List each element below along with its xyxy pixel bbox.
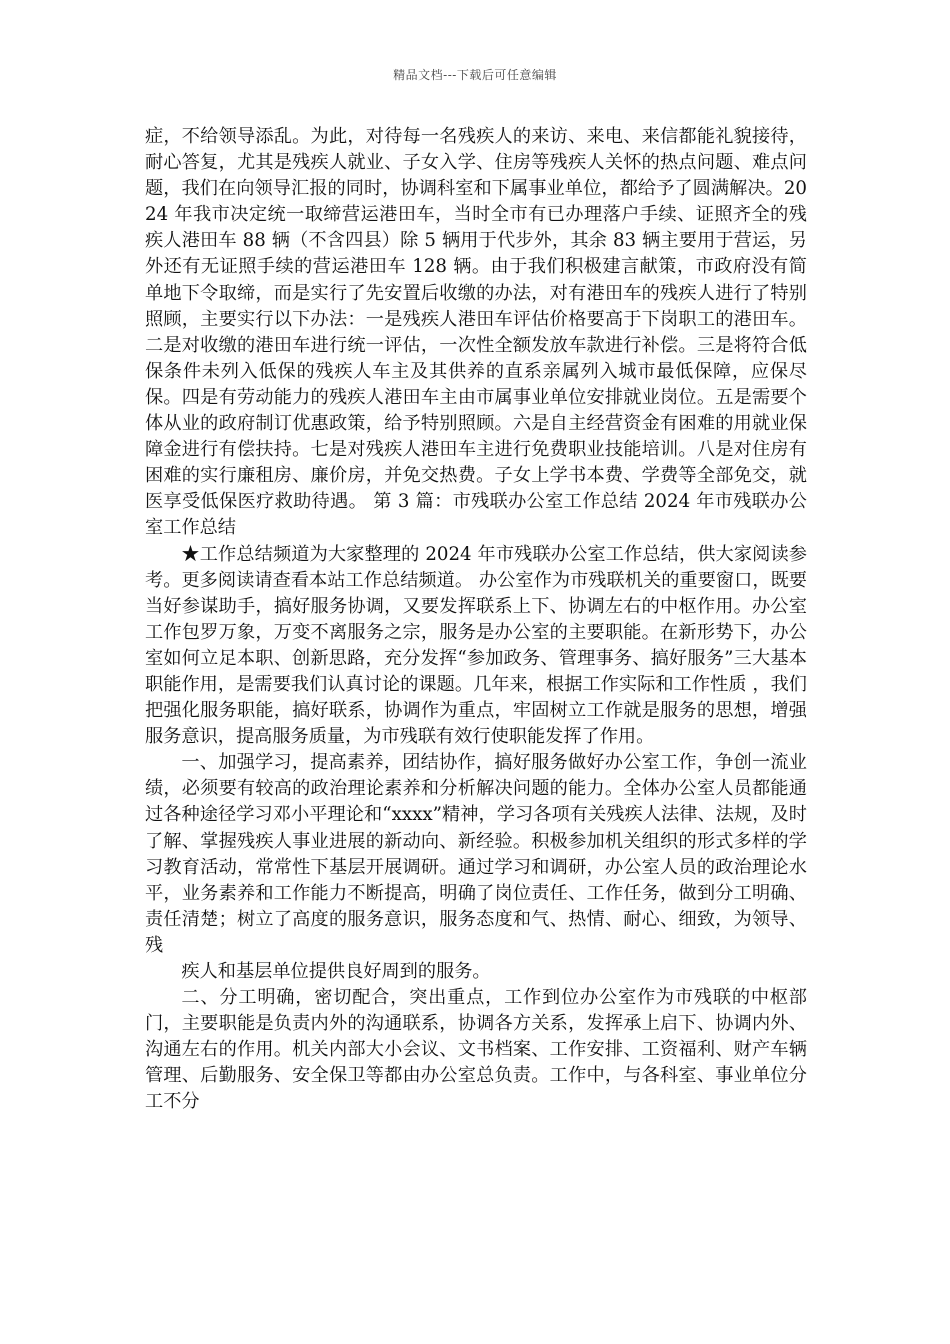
paragraph-3: 一、加强学习，提高素养，团结协作，搞好服务做好办公室工作，争创一流业绩，必须要有较高的政治理论素养和分析解决问题的能力。全体办公室人员都能通过各种途径学习邓小平理论和“xxxx”精神，学习各项有关残疾人法律、法规，及时了解、掌握残疾人事业进展的新动向、新经验。积极参加机关组织的形式多样的学习教育活动，常常性下基层开展调研。通过学习和调研，办公室人员的政治理论水平，业务素养和工作能力不断提高，明确了岗位责任、工作任务，做到分工明确、责任清楚；树立了高度的服务意识，服务态度和气、热情、耐心、细致，为领导、残 — [145, 752, 807, 956]
page-header: 精品文档---下载后可任意编辑 — [393, 68, 557, 82]
paragraph-2: ★工作总结频道为大家整理的 2024 年市残联办公室工作总结，供大家阅读参考。更多阅读请查看本站工作总结频道。 办公室作为市残联机关的重要窗口，既要当好参谋助手，搞好服务协调，又要发挥联系上下、协调左右的中枢作用。办公室工作包罗万象，万变不离服务之宗，服务是办公室的主要职能。在新形势下，办公室如何立足本职、创新思路，充分发挥“参加政务、管理事务、搞好服务”三大基本职能作用，是需要我们认真讨论的课题。几年来，根据工作实际和工作性质 ，我们把强化服务职能，搞好联系，协调作为重点，牢固树立工作就是服务的思想，增强服务意识，提高服务质量，为市残联有效行使职能发挥了作用。 — [145, 543, 807, 748]
document-body — [145, 124, 807, 1116]
paragraph-5: 二、分工明确，密切配合，突出重点，工作到位办公室作为市残联的中枢部门，主要职能是负责内外的沟通联系，协调各方关系，发挥承上启下、协调内外、沟通左右的作用。机关内部大小会议、文书档案、工作安排、工资福利、财产车辆管理、后勤服务、安全保卫等都由办公室总负责。工作中，与各科室、事业单位分工不分 — [145, 987, 807, 1113]
paragraph-4: 疾人和基层单位提供良好周到的服务。 — [181, 961, 491, 982]
paragraph-1: 症，不给领导添乱。为此，对待每一名残疾人的来访、来电、来信都能礼貌接待，耐心答复，尤其是残疾人就业、子女入学、住房等残疾人关怀的热点问题、难点问题，我们在向领导汇报的同时，协调科室和下属事业单位，都给予了圆满解决。2024 年我市决定统一取缔营运港田车，当时全市有已办理落户手续、证照齐全的残疾人港田车 88 辆（不含四县）除 5 辆用于代步外，其余 83 辆主要用于营运，另外还有无证照手续的营运港田车 128 辆。由于我们积极建言献策，市政府没有简单地下令取缔，而是实行了先安置后收缴的办法，对有港田车的残疾人进行了特别照顾，主要实行以下办法：一是残疾人港田车评估价格要高于下岗职工的港田车。二是对收缴的港田车进行统一评估，一次性全额发放车款进行补偿。三是将符合低保条件未列入低保的残疾人车主及其供养的直系亲属列入城市最低保障，应保尽保。四是有劳动能力的残疾人港田车主由市属事业单位安排就业岗位。五是需要个体从业的政府制订优惠政策，给予特别照顾。六是自主经营资金有困难的用就业保障金进行有偿扶持。七是对残疾人港田车主进行免费职业技能培训。八是对住房有困难的实行廉租房、廉价房，并免交热费。子女上学书本费、学费等全部免交，就医享受低保医疗救助待遇。 第 3 篇：市残联办公室工作总结 2024 年市残联办公室工作总结 — [145, 126, 807, 539]
